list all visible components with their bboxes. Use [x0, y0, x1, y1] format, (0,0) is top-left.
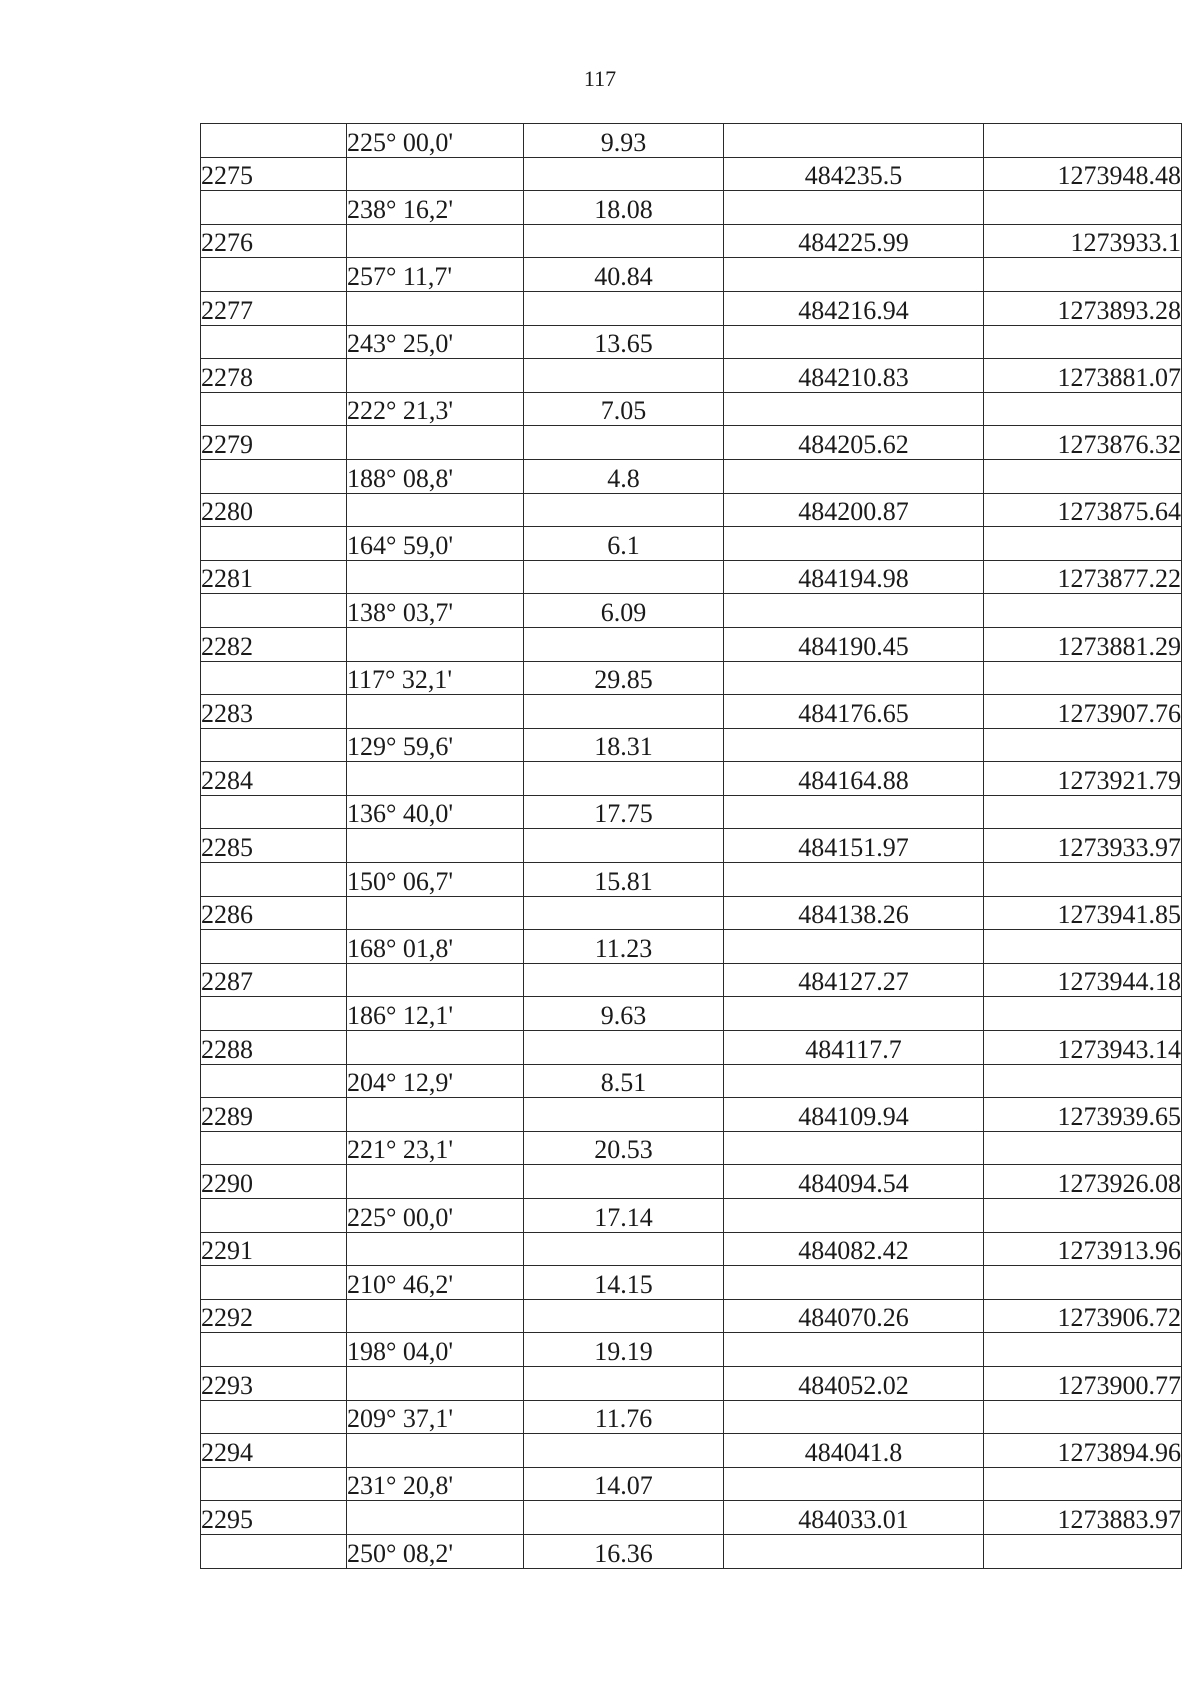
table-row — [201, 459, 1182, 493]
point-number-cell — [201, 930, 347, 964]
distance-cell: 7.05 — [524, 392, 724, 426]
table-row — [201, 1165, 1182, 1199]
y-coordinate-cell — [984, 795, 1182, 829]
distance-cell — [524, 426, 724, 460]
x-coordinate-cell: 484117.7 — [724, 1031, 984, 1065]
distance-cell: 14.07 — [524, 1467, 724, 1501]
x-coordinate-cell — [724, 1467, 984, 1501]
direction-angle-cell: 138° 03,7' — [347, 594, 524, 628]
direction-angle-cell: 225° 00,0' — [347, 124, 524, 158]
direction-angle-cell — [347, 359, 524, 393]
table-row — [201, 291, 1182, 325]
point-number-cell — [201, 1534, 347, 1568]
y-coordinate-cell — [984, 1400, 1182, 1434]
x-coordinate-cell — [724, 191, 984, 225]
table-row — [201, 627, 1182, 661]
y-coordinate-cell — [984, 930, 1182, 964]
y-coordinate-cell — [984, 325, 1182, 359]
distance-cell: 4.8 — [524, 459, 724, 493]
x-coordinate-cell — [724, 1266, 984, 1300]
x-coordinate-cell: 484151.97 — [724, 829, 984, 863]
distance-cell: 13.65 — [524, 325, 724, 359]
y-coordinate-cell: 1273943.14 — [984, 1031, 1182, 1065]
y-coordinate-cell: 1273900.77 — [984, 1366, 1182, 1400]
direction-angle-cell — [347, 1031, 524, 1065]
distance-cell: 8.51 — [524, 1064, 724, 1098]
direction-angle-cell — [347, 493, 524, 527]
x-coordinate-cell — [724, 1534, 984, 1568]
distance-cell: 29.85 — [524, 661, 724, 695]
x-coordinate-cell — [724, 258, 984, 292]
direction-angle-cell — [347, 1165, 524, 1199]
direction-angle-cell: 225° 00,0' — [347, 1199, 524, 1233]
table-row — [201, 359, 1182, 393]
y-coordinate-cell: 1273944.18 — [984, 963, 1182, 997]
point-number-cell — [201, 661, 347, 695]
table-row — [201, 1400, 1182, 1434]
distance-cell — [524, 291, 724, 325]
table-row — [201, 829, 1182, 863]
x-coordinate-cell — [724, 124, 984, 158]
y-coordinate-cell: 1273883.97 — [984, 1501, 1182, 1535]
direction-angle-cell — [347, 157, 524, 191]
y-coordinate-cell: 1273907.76 — [984, 695, 1182, 729]
y-coordinate-cell — [984, 527, 1182, 561]
direction-angle-cell: 221° 23,1' — [347, 1131, 524, 1165]
distance-cell — [524, 829, 724, 863]
distance-cell — [524, 560, 724, 594]
direction-angle-cell — [347, 896, 524, 930]
distance-cell: 9.63 — [524, 997, 724, 1031]
table-row — [201, 1098, 1182, 1132]
direction-angle-cell — [347, 560, 524, 594]
x-coordinate-cell: 484127.27 — [724, 963, 984, 997]
table-row — [201, 963, 1182, 997]
y-coordinate-cell — [984, 459, 1182, 493]
point-number-cell — [201, 124, 347, 158]
y-coordinate-cell — [984, 1333, 1182, 1367]
y-coordinate-cell: 1273926.08 — [984, 1165, 1182, 1199]
distance-cell: 11.23 — [524, 930, 724, 964]
point-number-cell — [201, 191, 347, 225]
distance-cell — [524, 963, 724, 997]
y-coordinate-cell: 1273921.79 — [984, 762, 1182, 796]
direction-angle-cell: 150° 06,7' — [347, 863, 524, 897]
point-number-cell: 2276 — [201, 224, 347, 258]
distance-cell: 15.81 — [524, 863, 724, 897]
distance-cell: 18.08 — [524, 191, 724, 225]
x-coordinate-cell: 484210.83 — [724, 359, 984, 393]
x-coordinate-cell — [724, 1199, 984, 1233]
point-number-cell — [201, 1199, 347, 1233]
table-row — [201, 392, 1182, 426]
y-coordinate-cell — [984, 863, 1182, 897]
y-coordinate-cell: 1273906.72 — [984, 1299, 1182, 1333]
x-coordinate-cell: 484109.94 — [724, 1098, 984, 1132]
distance-cell — [524, 627, 724, 661]
point-number-cell — [201, 997, 347, 1031]
distance-cell — [524, 1098, 724, 1132]
x-coordinate-cell: 484216.94 — [724, 291, 984, 325]
point-number-cell — [201, 1266, 347, 1300]
distance-cell: 6.1 — [524, 527, 724, 561]
table-row — [201, 157, 1182, 191]
direction-angle-cell: 204° 12,9' — [347, 1064, 524, 1098]
table-row — [201, 426, 1182, 460]
distance-cell: 17.75 — [524, 795, 724, 829]
y-coordinate-cell — [984, 392, 1182, 426]
table-row — [201, 594, 1182, 628]
point-number-cell — [201, 1333, 347, 1367]
distance-cell: 20.53 — [524, 1131, 724, 1165]
y-coordinate-cell — [984, 728, 1182, 762]
point-number-cell — [201, 795, 347, 829]
point-number-cell: 2277 — [201, 291, 347, 325]
table-row — [201, 560, 1182, 594]
x-coordinate-cell — [724, 728, 984, 762]
distance-cell — [524, 1434, 724, 1468]
x-coordinate-cell: 484164.88 — [724, 762, 984, 796]
point-number-cell: 2286 — [201, 896, 347, 930]
x-coordinate-cell — [724, 863, 984, 897]
direction-angle-cell — [347, 1299, 524, 1333]
y-coordinate-cell: 1273894.96 — [984, 1434, 1182, 1468]
table-row — [201, 1131, 1182, 1165]
table-row — [201, 896, 1182, 930]
x-coordinate-cell — [724, 1400, 984, 1434]
x-coordinate-cell: 484194.98 — [724, 560, 984, 594]
y-coordinate-cell — [984, 1534, 1182, 1568]
distance-cell — [524, 1232, 724, 1266]
y-coordinate-cell — [984, 1199, 1182, 1233]
point-number-cell — [201, 1400, 347, 1434]
x-coordinate-cell — [724, 1064, 984, 1098]
y-coordinate-cell — [984, 1467, 1182, 1501]
direction-angle-cell — [347, 1232, 524, 1266]
x-coordinate-cell — [724, 392, 984, 426]
direction-angle-cell — [347, 426, 524, 460]
distance-cell — [524, 157, 724, 191]
point-number-cell: 2278 — [201, 359, 347, 393]
point-number-cell: 2289 — [201, 1098, 347, 1132]
y-coordinate-cell — [984, 124, 1182, 158]
table-row — [201, 1333, 1182, 1367]
x-coordinate-cell — [724, 325, 984, 359]
point-number-cell: 2283 — [201, 695, 347, 729]
x-coordinate-cell: 484176.65 — [724, 695, 984, 729]
x-coordinate-cell: 484033.01 — [724, 1501, 984, 1535]
x-coordinate-cell — [724, 930, 984, 964]
x-coordinate-cell — [724, 1333, 984, 1367]
point-number-cell — [201, 1467, 347, 1501]
direction-angle-cell: 257° 11,7' — [347, 258, 524, 292]
table-row — [201, 1434, 1182, 1468]
coordinates-table-body — [201, 124, 1182, 1569]
x-coordinate-cell — [724, 661, 984, 695]
direction-angle-cell: 168° 01,8' — [347, 930, 524, 964]
table-row — [201, 1199, 1182, 1233]
table-row — [201, 1266, 1182, 1300]
x-coordinate-cell: 484205.62 — [724, 426, 984, 460]
x-coordinate-cell — [724, 459, 984, 493]
distance-cell: 9.93 — [524, 124, 724, 158]
table-row — [201, 1299, 1182, 1333]
direction-angle-cell — [347, 695, 524, 729]
y-coordinate-cell — [984, 1131, 1182, 1165]
direction-angle-cell — [347, 224, 524, 258]
x-coordinate-cell — [724, 527, 984, 561]
table-row — [201, 762, 1182, 796]
direction-angle-cell: 222° 21,3' — [347, 392, 524, 426]
direction-angle-cell: 238° 16,2' — [347, 191, 524, 225]
x-coordinate-cell: 484094.54 — [724, 1165, 984, 1199]
table-row — [201, 191, 1182, 225]
y-coordinate-cell — [984, 594, 1182, 628]
point-number-cell — [201, 258, 347, 292]
point-number-cell — [201, 325, 347, 359]
table-row — [201, 695, 1182, 729]
y-coordinate-cell: 1273948.48 — [984, 157, 1182, 191]
point-number-cell: 2287 — [201, 963, 347, 997]
distance-cell: 16.36 — [524, 1534, 724, 1568]
distance-cell — [524, 1031, 724, 1065]
coordinates-table — [200, 123, 1182, 1569]
table-row — [201, 1534, 1182, 1568]
point-number-cell: 2293 — [201, 1366, 347, 1400]
table-row — [201, 930, 1182, 964]
y-coordinate-cell — [984, 258, 1182, 292]
table-row — [201, 1064, 1182, 1098]
point-number-cell: 2291 — [201, 1232, 347, 1266]
distance-cell — [524, 695, 724, 729]
point-number-cell: 2282 — [201, 627, 347, 661]
x-coordinate-cell: 484041.8 — [724, 1434, 984, 1468]
x-coordinate-cell: 484052.02 — [724, 1366, 984, 1400]
x-coordinate-cell: 484070.26 — [724, 1299, 984, 1333]
page-number: 117 — [583, 66, 617, 91]
distance-cell — [524, 762, 724, 796]
point-number-cell: 2280 — [201, 493, 347, 527]
direction-angle-cell — [347, 762, 524, 796]
x-coordinate-cell — [724, 594, 984, 628]
distance-cell — [524, 1299, 724, 1333]
y-coordinate-cell — [984, 661, 1182, 695]
point-number-cell — [201, 594, 347, 628]
distance-cell: 11.76 — [524, 1400, 724, 1434]
direction-angle-cell: 136° 40,0' — [347, 795, 524, 829]
direction-angle-cell: 209° 37,1' — [347, 1400, 524, 1434]
x-coordinate-cell — [724, 795, 984, 829]
table-row — [201, 124, 1182, 158]
y-coordinate-cell: 1273881.29 — [984, 627, 1182, 661]
direction-angle-cell — [347, 963, 524, 997]
direction-angle-cell: 198° 04,0' — [347, 1333, 524, 1367]
table-row — [201, 1031, 1182, 1065]
point-number-cell: 2284 — [201, 762, 347, 796]
distance-cell: 19.19 — [524, 1333, 724, 1367]
x-coordinate-cell: 484225.99 — [724, 224, 984, 258]
direction-angle-cell: 210° 46,2' — [347, 1266, 524, 1300]
direction-angle-cell: 186° 12,1' — [347, 997, 524, 1031]
x-coordinate-cell: 484200.87 — [724, 493, 984, 527]
distance-cell: 14.15 — [524, 1266, 724, 1300]
point-number-cell: 2281 — [201, 560, 347, 594]
distance-cell — [524, 493, 724, 527]
direction-angle-cell — [347, 1434, 524, 1468]
x-coordinate-cell — [724, 1131, 984, 1165]
y-coordinate-cell: 1273876.32 — [984, 426, 1182, 460]
y-coordinate-cell: 1273913.96 — [984, 1232, 1182, 1266]
table-row — [201, 1366, 1182, 1400]
table-row — [201, 1501, 1182, 1535]
point-number-cell: 2288 — [201, 1031, 347, 1065]
direction-angle-cell: 231° 20,8' — [347, 1467, 524, 1501]
table-row — [201, 1467, 1182, 1501]
point-number-cell: 2290 — [201, 1165, 347, 1199]
direction-angle-cell — [347, 291, 524, 325]
x-coordinate-cell: 484235.5 — [724, 157, 984, 191]
x-coordinate-cell: 484082.42 — [724, 1232, 984, 1266]
table-row — [201, 997, 1182, 1031]
point-number-cell — [201, 1131, 347, 1165]
direction-angle-cell — [347, 627, 524, 661]
y-coordinate-cell — [984, 1064, 1182, 1098]
table-row — [201, 493, 1182, 527]
distance-cell — [524, 1366, 724, 1400]
distance-cell: 6.09 — [524, 594, 724, 628]
distance-cell — [524, 224, 724, 258]
distance-cell: 17.14 — [524, 1199, 724, 1233]
distance-cell — [524, 1501, 724, 1535]
y-coordinate-cell: 1273893.28 — [984, 291, 1182, 325]
y-coordinate-cell — [984, 191, 1182, 225]
distance-cell — [524, 359, 724, 393]
x-coordinate-cell: 484190.45 — [724, 627, 984, 661]
distance-cell — [524, 1165, 724, 1199]
y-coordinate-cell: 1273881.07 — [984, 359, 1182, 393]
table-row — [201, 325, 1182, 359]
x-coordinate-cell: 484138.26 — [724, 896, 984, 930]
point-number-cell — [201, 392, 347, 426]
direction-angle-cell: 243° 25,0' — [347, 325, 524, 359]
y-coordinate-cell: 1273875.64 — [984, 493, 1182, 527]
table-row — [201, 863, 1182, 897]
direction-angle-cell — [347, 829, 524, 863]
table-row — [201, 728, 1182, 762]
table-row — [201, 527, 1182, 561]
direction-angle-cell — [347, 1501, 524, 1535]
y-coordinate-cell: 1273941.85 — [984, 896, 1182, 930]
distance-cell: 18.31 — [524, 728, 724, 762]
y-coordinate-cell — [984, 1266, 1182, 1300]
direction-angle-cell: 129° 59,6' — [347, 728, 524, 762]
point-number-cell — [201, 527, 347, 561]
y-coordinate-cell: 1273939.65 — [984, 1098, 1182, 1132]
point-number-cell: 2295 — [201, 1501, 347, 1535]
point-number-cell: 2294 — [201, 1434, 347, 1468]
y-coordinate-cell: 1273933.1 — [984, 224, 1182, 258]
y-coordinate-cell — [984, 997, 1182, 1031]
point-number-cell — [201, 459, 347, 493]
table-row — [201, 224, 1182, 258]
table-row — [201, 258, 1182, 292]
direction-angle-cell: 164° 59,0' — [347, 527, 524, 561]
table-row — [201, 661, 1182, 695]
point-number-cell — [201, 1064, 347, 1098]
x-coordinate-cell — [724, 997, 984, 1031]
point-number-cell: 2275 — [201, 157, 347, 191]
distance-cell: 40.84 — [524, 258, 724, 292]
point-number-cell — [201, 728, 347, 762]
point-number-cell — [201, 863, 347, 897]
point-number-cell: 2279 — [201, 426, 347, 460]
point-number-cell: 2285 — [201, 829, 347, 863]
table-row — [201, 1232, 1182, 1266]
distance-cell — [524, 896, 724, 930]
direction-angle-cell — [347, 1366, 524, 1400]
direction-angle-cell: 117° 32,1' — [347, 661, 524, 695]
y-coordinate-cell: 1273877.22 — [984, 560, 1182, 594]
direction-angle-cell — [347, 1098, 524, 1132]
table-row — [201, 795, 1182, 829]
direction-angle-cell: 250° 08,2' — [347, 1534, 524, 1568]
direction-angle-cell: 188° 08,8' — [347, 459, 524, 493]
y-coordinate-cell: 1273933.97 — [984, 829, 1182, 863]
point-number-cell: 2292 — [201, 1299, 347, 1333]
